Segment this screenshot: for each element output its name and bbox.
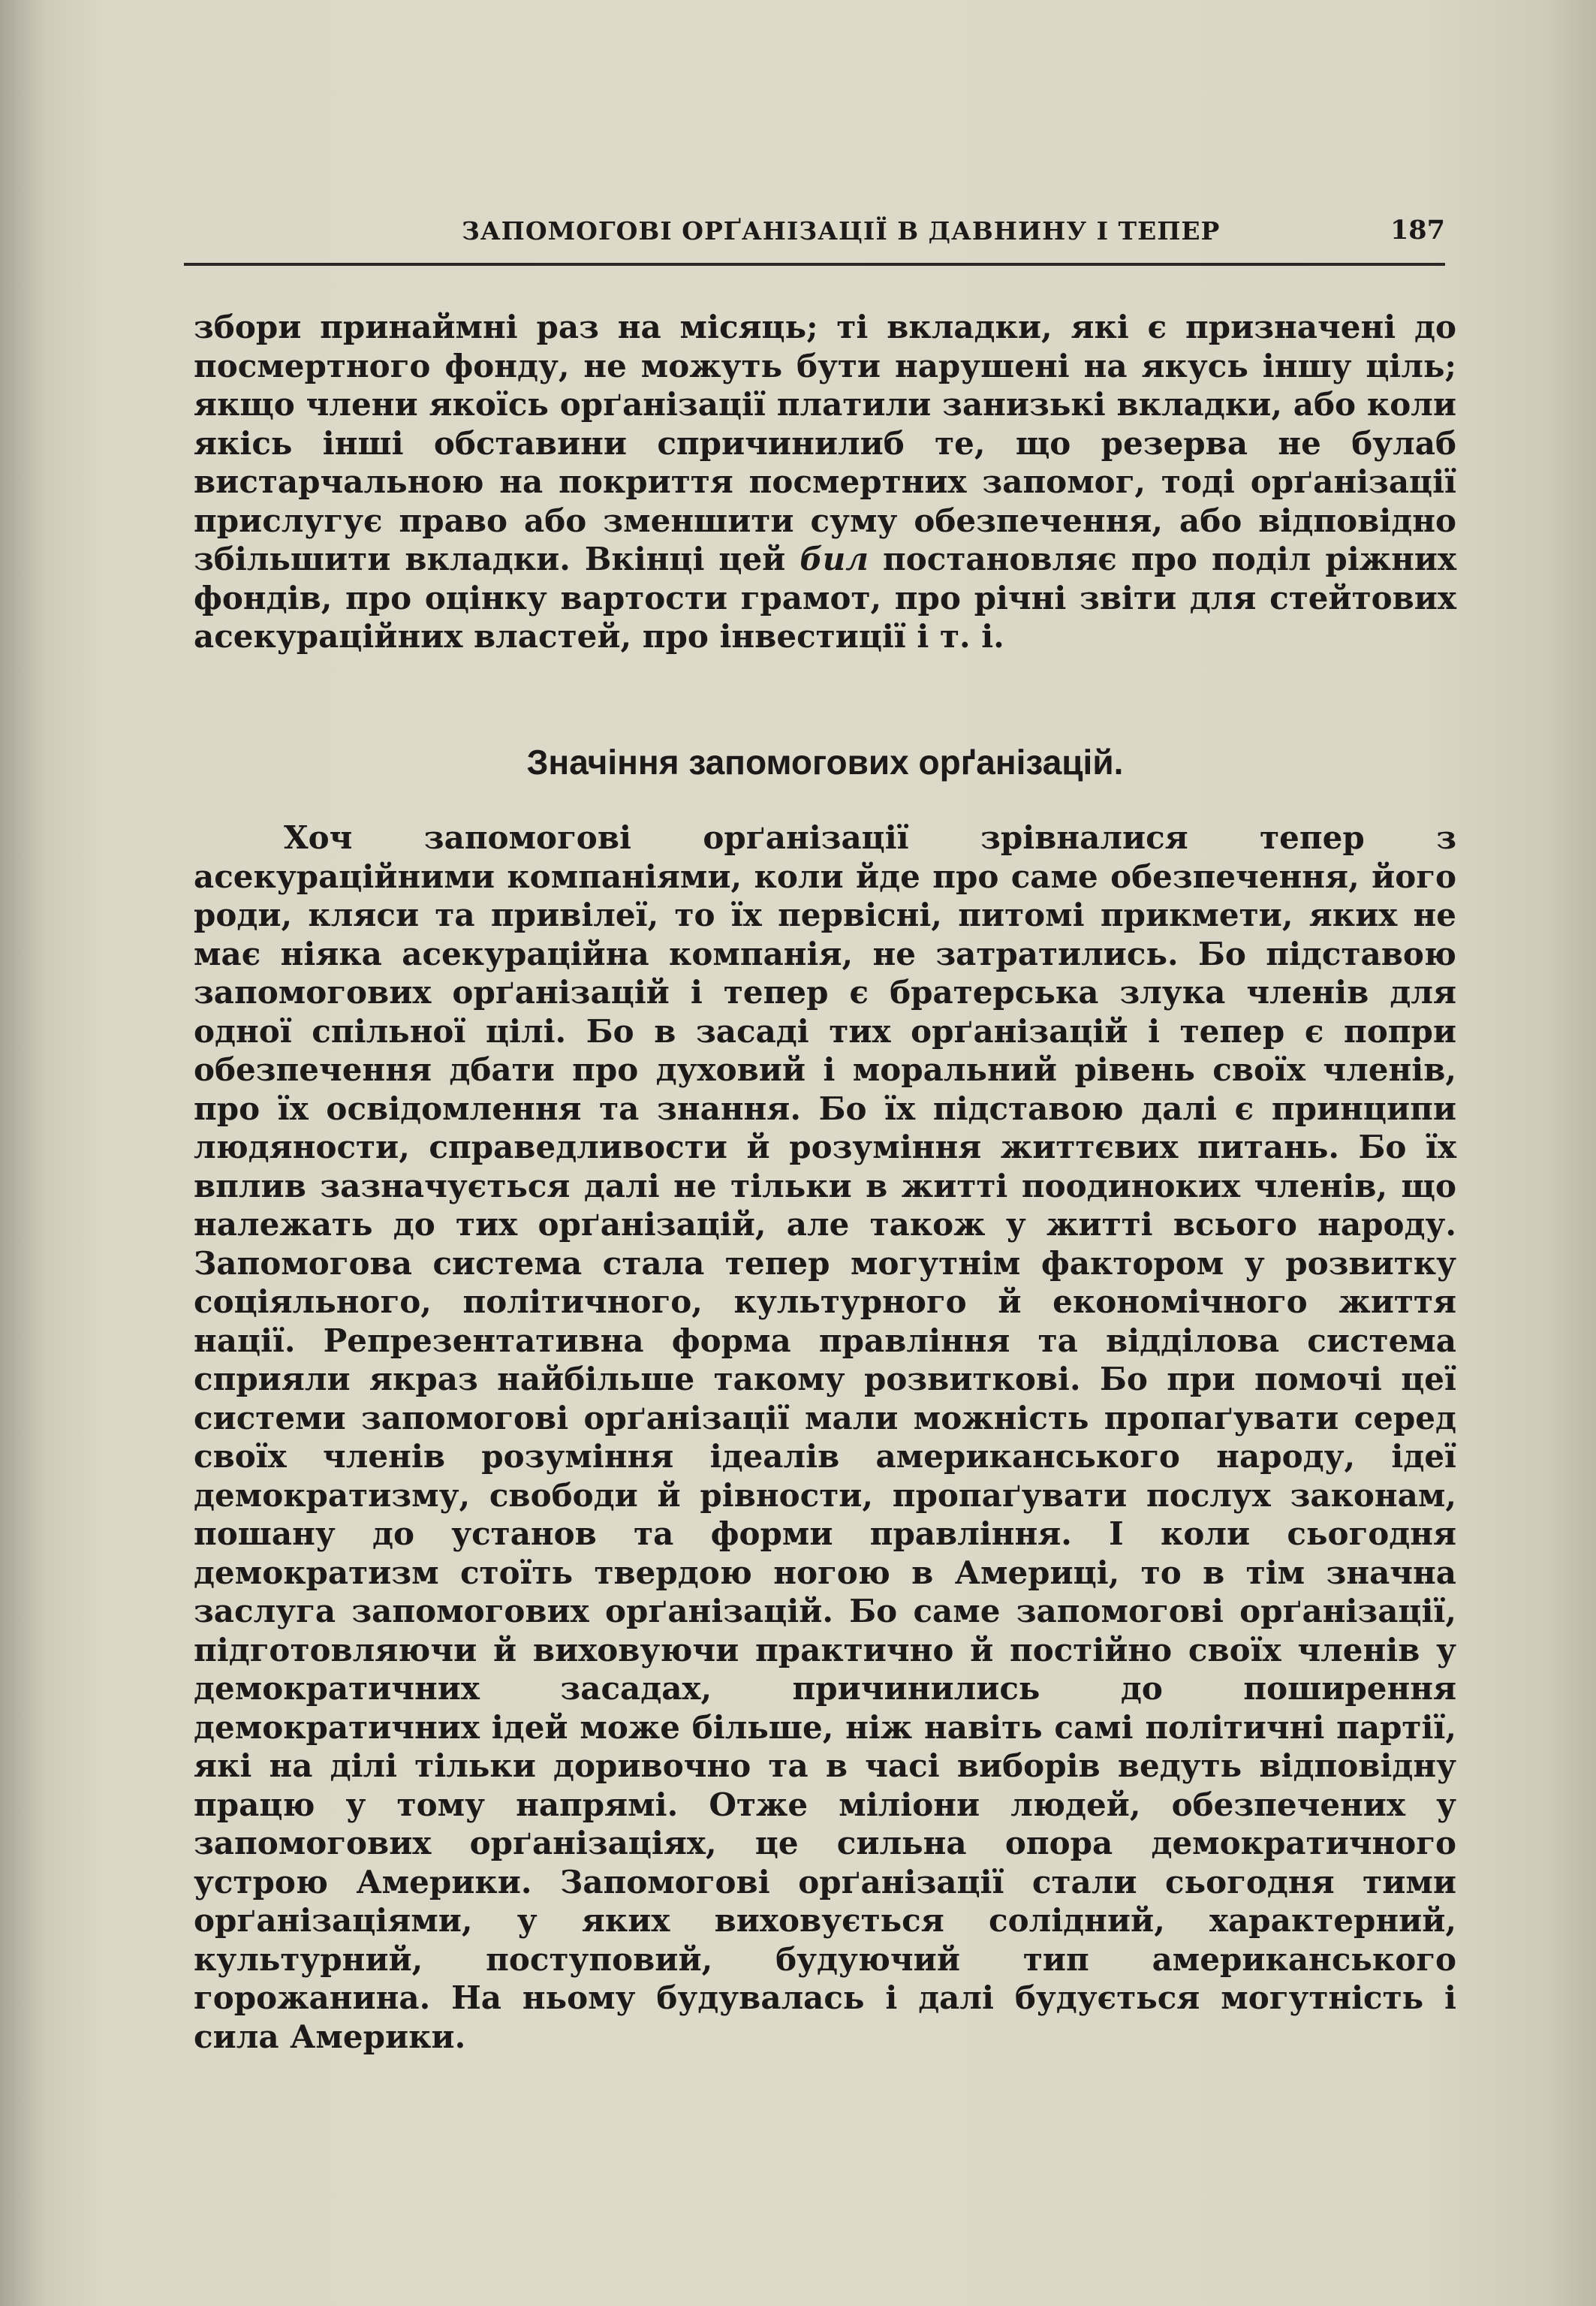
paragraph-2-text: Хоч запомогові орґанізації зрівналися тепер з асекураційними компаніями, коли йде про саме обезпечення, його роди, кляси та привілеї, то їх первісні, питомі прикмети, яких не має ніяка асекураційна компанія, не затратились. Бо підставою запомогових орґанізацій і тепер є братерська злука членів для одної спільної цілі. Бо в засаді тих орґанізацій і тепер є попри обезпечення дбати про духовий і моральний рівень своїх членів, про їх освідомлення та знання. Бо їх підставою далі є принципи людяности, справедливости й розуміння життєвих питань. Бо їх вплив зазначується далі не тільки в житті поодиноких членів, що належать до тих орґанізацій, але також у житті всього народу. Запомогова система стала тепер могутнім фактором у розвитку соціяльного, політичного, культурного й економічного життя нації. Репрезентативна форма правління та відділова система сприяли якраз найбільше такому розвиткові. Бо при помочі цеї системи запомогові орґанізації мали можність пропаґувати серед своїх членів розуміння ідеалів американського народу, ідеї демократизму, свободи й рівности, пропаґувати послух законам, пошану до установ та форми правління. І коли сьогодня демократизм стоїть твердою ногою в Америці, то в тім значна заслуга запомогових орґанізацій. Бо саме запомогові орґанізації, підготовляючи й виховуючи практично й постійно своїх членів у демократичних засадах, причинились до поширення демократичних ідей може більше, ніж навіть самі політичні партії, які на ділі тільки доривочно та в часі виборів ведуть відповідну працю у тому напрямі. Отже міліони людей, обезпечених у запомогових орґанізаціях, це сильна опора демократичного устрою Америки. Запомогові орґанізації стали сьогодня тими орґанізаціями, у яких виховується солідний, характерний, культурний, поступовий, будуючий тип американського горожанина. На ньому будувалась і далі будується могутність і сила Америки. xyxy=(194,819,1456,2055)
running-title: ЗАПОМОГОВІ ОРҐАНІЗАЦІЇ В ДАВНИНУ І ТЕПЕР xyxy=(462,216,1221,246)
paragraph-1-text-end: постановляє про поділ ріжних фондів, про оцінку вартости грамот, про річні звіти для стейтових асекураційних властей, про інвестиції і т. і. xyxy=(194,541,1456,655)
paragraph-1-text-start: збори принаймні раз на місяць; ті вкладки, які є призначені до посмертного фонду, не можуть бути нарушені на якусь іншу ціль; якщо члени якоїсь орґанізації платили занизькі вкладки, або коли якісь інші обставини спричинилиб те, що резерва не булаб вистарчальною на покриття посмертних запомог, тоді орґанізації прислугує право або зменшити суму обезпечення, або відповідно збільшити вкладки. Вкінці цей xyxy=(194,309,1456,577)
paragraph-1 xyxy=(194,308,1456,656)
page-header xyxy=(184,212,1445,266)
paragraph-1-italic-word: бил xyxy=(800,541,869,577)
page-number: 187 xyxy=(1390,215,1445,246)
paragraph-2 xyxy=(194,818,1456,2056)
section-heading: Значіння запомогових орґанізацій. xyxy=(526,743,1124,782)
